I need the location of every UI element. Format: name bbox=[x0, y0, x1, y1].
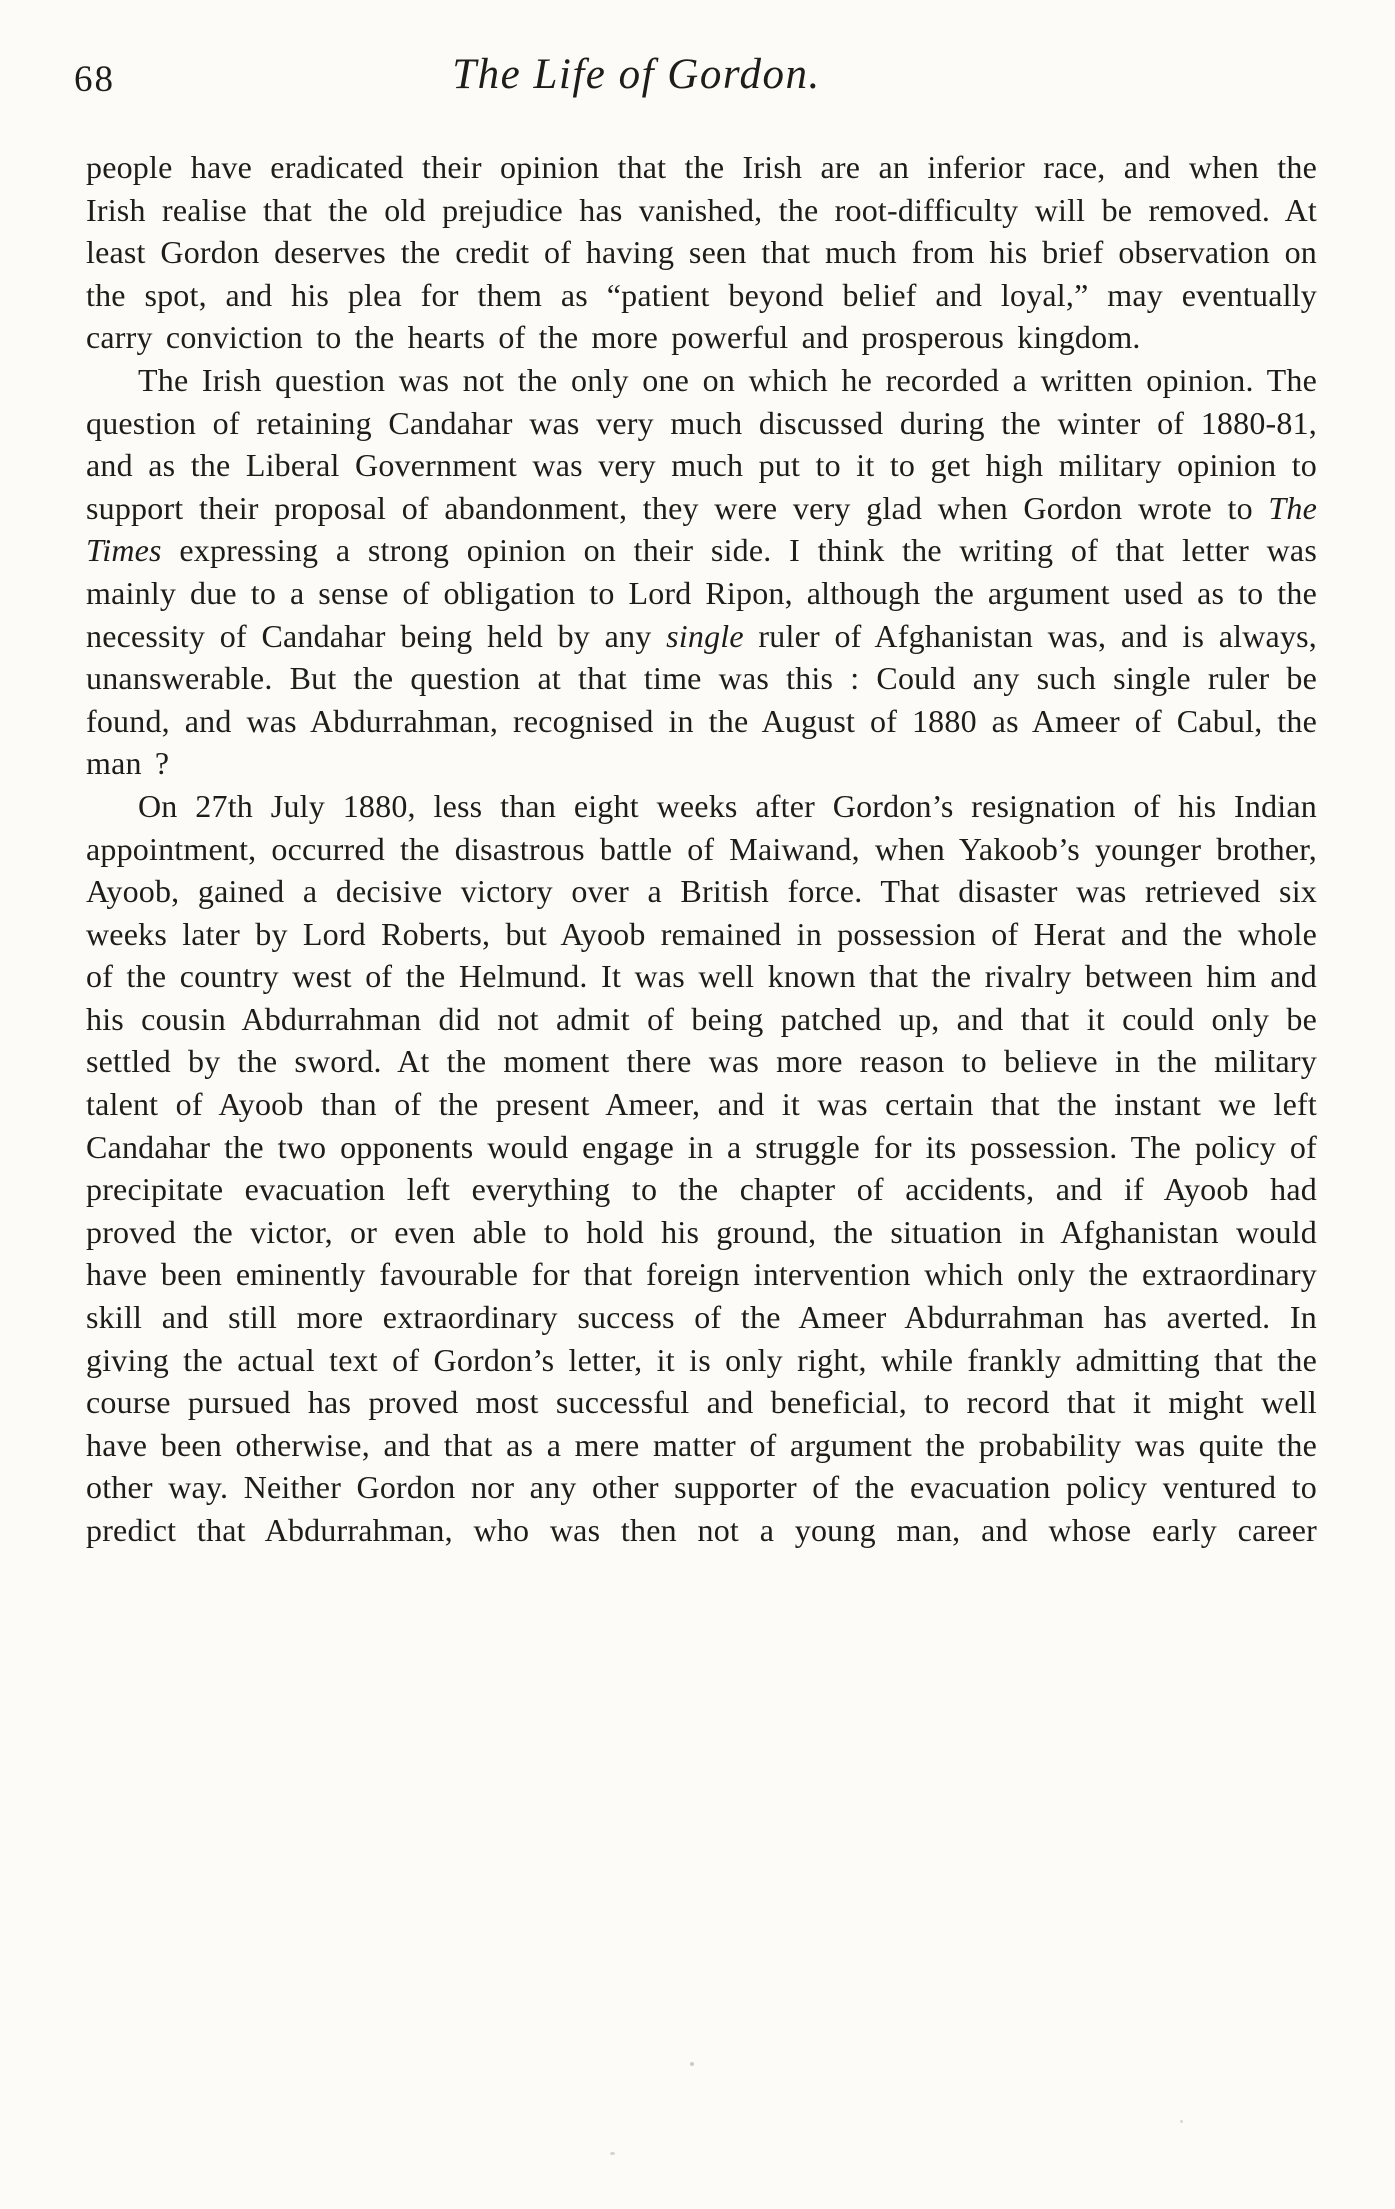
page-title: The Life of Gordon. bbox=[452, 51, 821, 98]
paragraph bbox=[86, 146, 1317, 359]
scan-speck bbox=[610, 2152, 615, 2155]
page-number: 68 bbox=[74, 59, 115, 100]
text-run: ruler of Afghanistan was, and is always, unanswerable. But the question at that time was this : Could any such single ruler be found, and was Abdurrahman, recognised in the August of 1880 as Ameer of Cabul, the man ? bbox=[86, 617, 1318, 782]
body-text bbox=[86, 146, 1317, 1552]
text-run: The Irish question was not the only one on which he recorded a written opinion. The question of retaining Candahar was very much discussed during the winter of 1880-81, and as the Liberal Government was very much put to it to get high military opinion to support their proposal of abandonment, they were very glad when Gordon wrote to bbox=[86, 361, 1317, 526]
text-run: On 27th July 1880, less than eight weeks after Gordon’s resignation of his Indian appointment, occurred the disastrous battle of Maiwand, when Yakoob’s younger brother, Ayoob, gained a decisive victory over a British force. That disaster was retrieved six weeks later by Lord Roberts, but Ayoob remained in possession of Herat and the whole of the country west of the Helmund. It was well known that the rivalry between him and his cousin Abdurrahman did not admit of being patched up, and that it could only be settled by the sword. At the moment there was more reason to believe in the military talent of Ayoob than of the present Ameer, and it was certain that the instant we left Candahar the two opponents would engage in a struggle for its possession. The policy of precipitate evacuation left everything to the chapter of accidents, and if Ayoob had proved the victor, or even able to hold his ground, the situation in Afghanistan would have been eminently favourable for that foreign intervention which only the extraordinary skill and still more extraordinary success of the Ameer Abdurrahman has averted. In giving the actual text of Gordon’s letter, it is only right, while frankly admitting that the course pursued has proved most successful and beneficial, to record that it might well have been otherwise, and that as a mere matter of argument the probability was quite the other way. Neither Gordon nor any other supporter of the evacuation policy ventured to predict that Abdurrahman, who was then not a young man, and whose early career bbox=[86, 787, 1317, 1548]
scan-speck bbox=[1180, 2120, 1183, 2123]
text-run: people have eradicated their opinion that the Irish are an inferior race, and when the Irish realise that the old prejudice has vanished, the root-difficulty will be removed. At least Gordon deserves the credit of having seen that much from his brief observation on the spot, and his plea for them as “patient beyond belief and loyal,” may eventually carry conviction to the hearts of the more powerful and prosperous kingdom. bbox=[86, 149, 1317, 356]
italic-text-run: The Times bbox=[86, 489, 1317, 569]
text-run: expressing a strong opinion on their side. I think the writing of that letter was mainly due to a sense of obligation to Lord Ripon, although the argument used as to the necessity of Candahar being held by any bbox=[86, 532, 1317, 654]
paragraph bbox=[86, 785, 1317, 1552]
paragraph bbox=[86, 359, 1317, 785]
italic-text-run: single bbox=[666, 617, 744, 654]
scan-speck bbox=[690, 2062, 694, 2066]
page-header bbox=[74, 50, 1317, 112]
